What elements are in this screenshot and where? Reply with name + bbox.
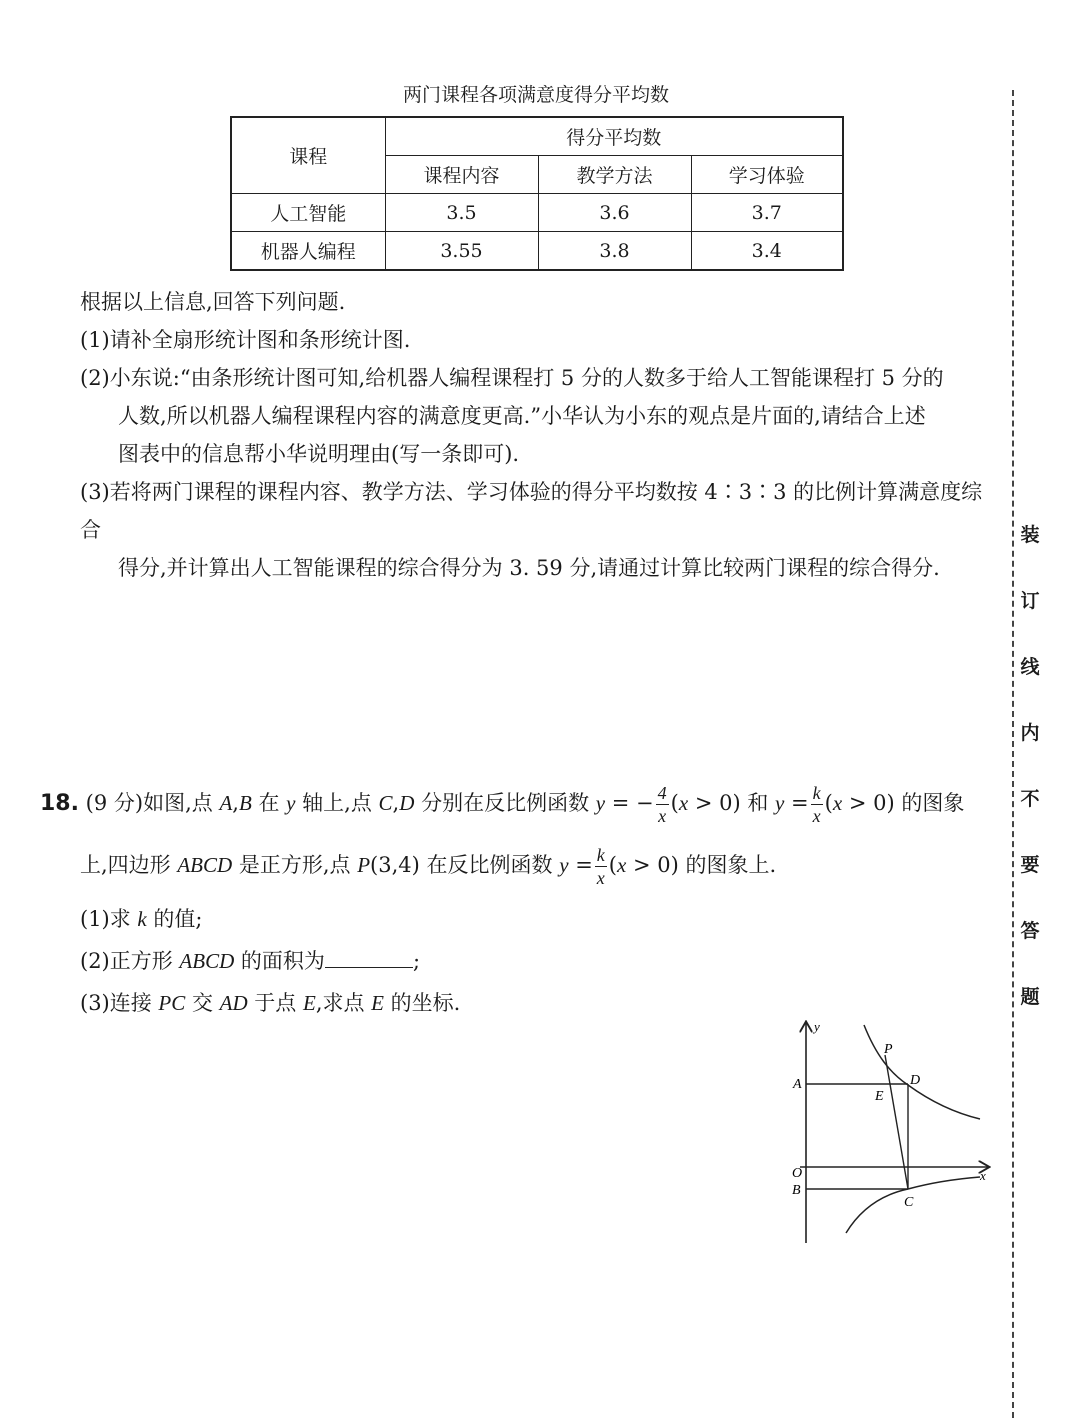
q18-text: y	[559, 853, 569, 877]
q18-part1	[80, 898, 1000, 940]
q18-text: ABCD	[177, 853, 233, 877]
binding-char: 答	[1020, 920, 1040, 942]
q18-text: y	[775, 791, 785, 815]
q18-text: C	[378, 791, 393, 815]
cell-value: 3.6	[538, 194, 691, 232]
label-P: P	[884, 1042, 893, 1057]
table-caption: 两门课程各项满意度得分平均数	[402, 84, 669, 106]
fraction-numerator: 4	[657, 783, 667, 803]
fraction-k-over-x	[595, 846, 607, 887]
fraction-numerator: k	[812, 783, 821, 803]
q17-part2-line3: 图表中的信息帮小华说明理由(写一条即可).	[118, 442, 520, 466]
q18-part2	[80, 940, 1000, 982]
q18-text: (3)连接	[80, 991, 159, 1015]
fraction-denominator: x	[596, 868, 605, 888]
q18-text: 分别在反比例函数	[414, 791, 596, 815]
q18-text: y	[286, 791, 296, 815]
row-course: 机器人编程	[231, 232, 385, 271]
q17-intro: 根据以上信息,回答下列问题.	[80, 290, 346, 314]
q18-text: > 0) 的图象上.	[626, 853, 777, 877]
q18-text: ,	[232, 791, 239, 815]
q18-text: 于点	[247, 991, 303, 1015]
q17-part3-line1: (3)若将两门课程的课程内容、教学方法、学习体验的得分平均数按 4∶3∶3 的比例计算满意度综合	[80, 480, 983, 542]
q18-text: 交	[185, 991, 220, 1015]
binding-dashed-line	[1012, 90, 1014, 1418]
binding-char: 题	[1020, 986, 1040, 1008]
q18-text: x	[678, 791, 689, 815]
q18-text: ,求点	[315, 991, 372, 1015]
q18-text: > 0) 和	[688, 791, 776, 815]
q18-text: y	[595, 791, 606, 815]
label-E: E	[875, 1089, 884, 1104]
question-18-stem-line1	[40, 780, 1000, 827]
cell-value: 3.7	[691, 194, 843, 232]
q18-text: B	[238, 791, 252, 815]
q18-text: ;	[412, 949, 421, 973]
label-C: C	[904, 1195, 914, 1210]
q18-text: 的面积为	[234, 949, 325, 973]
label-B: B	[792, 1183, 801, 1198]
fraction-numerator: k	[596, 845, 605, 865]
binding-char: 装	[1020, 524, 1040, 546]
q18-text: 的坐标.	[384, 991, 461, 1015]
table-row	[231, 232, 843, 271]
binding-char: 内	[1020, 722, 1040, 744]
table-row	[231, 194, 843, 232]
satisfaction-table	[230, 116, 844, 271]
binding-notice	[1017, 520, 1043, 1048]
cell-value: 3.5	[385, 194, 538, 232]
q17-part1: (1)请补全扇形统计图和条形统计图.	[80, 328, 411, 352]
label-O: O	[792, 1166, 803, 1181]
header-score-group: 得分平均数	[385, 117, 843, 156]
q18-text: ABCD	[179, 949, 235, 973]
q18-text: (	[670, 791, 679, 815]
q18-text: 在	[251, 791, 287, 815]
q18-text: (	[608, 853, 617, 877]
q18-text: k	[137, 907, 147, 931]
fraction-denominator: x	[812, 806, 821, 826]
q17-part2-line2: 人数,所以机器人编程课程内容的满意度更高.”小华认为小东的观点是片面的,请结合上述	[118, 404, 926, 428]
q18-text: A	[219, 791, 233, 815]
q18-text: 上,四边形	[80, 853, 178, 877]
q18-text: =	[784, 791, 809, 815]
q18-text: 是正方形,点	[232, 853, 358, 877]
answer-blank[interactable]	[325, 945, 413, 968]
header-course: 课程	[231, 117, 385, 194]
label-y: y	[814, 1019, 820, 1034]
q18-text: E	[371, 991, 384, 1015]
q18-text: > 0) 的图象	[842, 791, 965, 815]
q18-text: E	[302, 991, 316, 1015]
binding-char: 不	[1020, 788, 1040, 810]
q17-part3-line2: 得分,并计算出人工智能课程的综合得分为 3. 59 分,请通过计算比较两门课程的综合得分.	[118, 556, 940, 580]
q18-text: AD	[219, 991, 248, 1015]
question-18-parts	[80, 898, 1000, 1024]
q18-text: P	[357, 853, 371, 877]
table-header-row	[231, 117, 843, 156]
q18-text: =	[568, 853, 593, 877]
row-course: 人工智能	[231, 194, 385, 232]
label-x: x	[980, 1168, 986, 1183]
q18-text: (9 分)如图,点	[85, 791, 213, 815]
q18-text: PC	[158, 991, 186, 1015]
header-col: 学习体验	[691, 156, 843, 194]
binding-char: 要	[1020, 854, 1040, 876]
header-col: 课程内容	[385, 156, 538, 194]
question-18-stem-line2	[80, 842, 1000, 888]
fraction-denominator: x	[658, 806, 667, 826]
q18-text: ,	[392, 791, 400, 815]
q18-text: (	[824, 791, 833, 815]
question-17-parts	[80, 283, 1000, 587]
q18-text: (1)求	[80, 907, 138, 931]
fraction-k-over-x	[811, 784, 823, 825]
fraction-4-over-x	[656, 784, 669, 825]
q18-text: 的值;	[146, 907, 203, 931]
q17-part2-line1: (2)小东说:“由条形统计图可知,给机器人编程课程打 5 分的人数多于给人工智能课程打 5 分的	[80, 366, 944, 390]
binding-char: 订	[1020, 590, 1040, 612]
label-D: D	[910, 1073, 921, 1088]
q18-text: x	[617, 853, 627, 877]
q18-text: x	[832, 791, 843, 815]
header-col: 教学方法	[538, 156, 691, 194]
cell-value: 3.4	[691, 232, 843, 271]
q18-text: D	[399, 791, 415, 815]
q18-text: (3,4) 在反比例函数	[370, 853, 560, 877]
geometry-figure	[780, 1015, 995, 1247]
question-number: 18.	[40, 791, 79, 816]
q18-text: 轴上,点	[295, 791, 379, 815]
curve-k-over-x	[864, 1025, 980, 1119]
cell-value: 3.55	[385, 232, 538, 271]
q18-text: = −	[605, 791, 654, 815]
q18-text: (2)正方形	[80, 949, 180, 973]
cell-value: 3.8	[538, 232, 691, 271]
binding-char: 线	[1020, 656, 1040, 678]
label-A: A	[793, 1077, 802, 1092]
